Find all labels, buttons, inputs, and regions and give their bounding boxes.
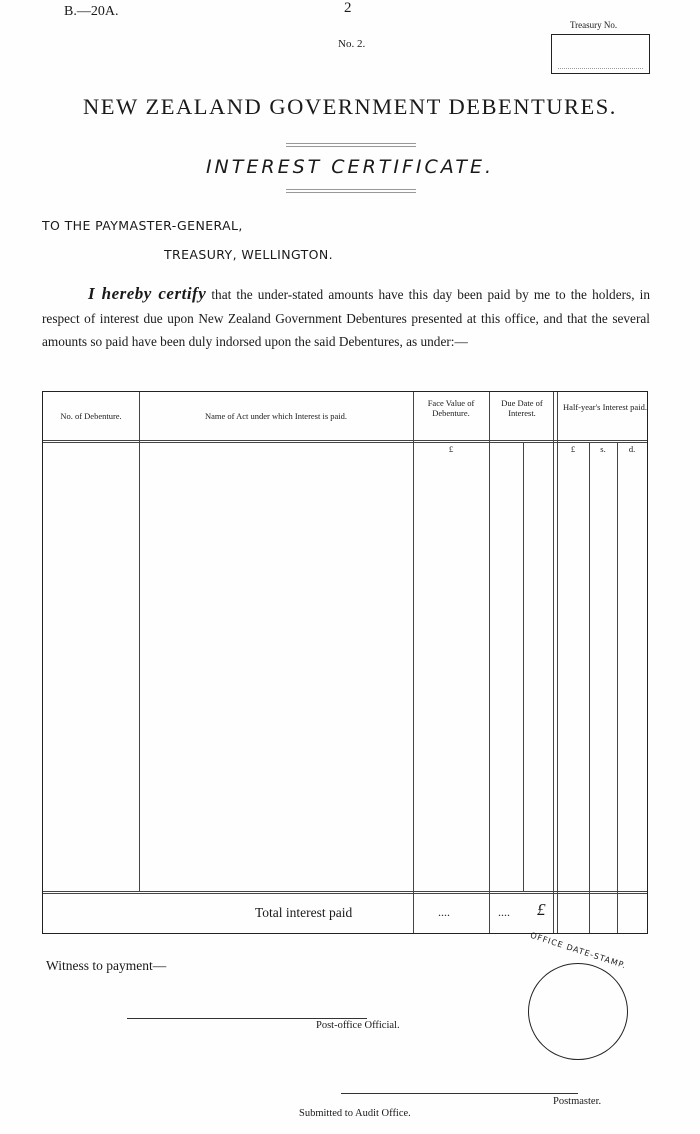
page-number: 2 <box>344 0 352 16</box>
total-currency-symbol: £ <box>537 900 546 919</box>
col-divider-2 <box>413 392 414 933</box>
col-divider-4 <box>553 392 554 933</box>
col-divider-3 <box>489 392 490 933</box>
address-line-2: TREASURY, WELLINGTON. <box>164 247 333 262</box>
postmaster-label: Postmaster. <box>553 1096 602 1107</box>
interest-pounds-unit: £ <box>570 444 576 454</box>
address-line-1: TO THE PAYMASTER-GENERAL, <box>42 218 243 233</box>
total-dots-2: .... <box>498 905 510 919</box>
interest-pence-unit: d. <box>628 444 636 454</box>
total-interest-label: Total interest paid <box>255 905 353 920</box>
certification-lead: I hereby certify <box>88 284 207 303</box>
audit-office-note: Submitted to Audit Office. <box>299 1108 411 1119</box>
title-divider-bottom <box>286 189 416 193</box>
col-header-face-value: Face Value of Debenture. <box>427 398 475 418</box>
col-divider-1 <box>139 392 140 891</box>
document-subtitle: INTEREST CERTIFICATE. <box>205 156 495 178</box>
treasury-number-label: Treasury No. <box>570 20 618 30</box>
office-date-stamp-label: OFFICE DATE-STAMP. <box>529 930 628 971</box>
date-stamp-circle <box>528 963 628 1060</box>
col-header-half-year-interest: Half-year's Interest paid. <box>563 402 647 412</box>
postmaster-signature-line[interactable] <box>341 1093 578 1094</box>
total-dots-1: .... <box>438 905 450 919</box>
form-number: No. 2. <box>338 38 366 50</box>
title-divider-top <box>286 143 416 147</box>
col-header-due-date: Due Date of Interest. <box>501 398 543 418</box>
treasury-number-box[interactable] <box>551 34 650 74</box>
document-title: NEW ZEALAND GOVERNMENT DEBENTURES. <box>83 94 617 119</box>
interest-shillings-unit: s. <box>600 444 606 454</box>
official-signature-line[interactable] <box>127 1018 367 1019</box>
col-divider-4b <box>557 392 558 933</box>
post-office-official-label: Post-office Official. <box>316 1020 400 1031</box>
certification-paragraph <box>42 282 650 354</box>
interest-table <box>42 391 648 934</box>
due-date-subcol <box>523 442 524 891</box>
witness-label: Witness to payment— <box>46 958 167 973</box>
pence-col-divider <box>617 442 618 933</box>
certification-body: that the under-stated amounts have this day been paid by me to the holders, in respect of interest due upon New Zealand Government Debentures presented at this office, and that the several amounts so paid have been duly indorsed upon the said Debentures, as under:— <box>42 287 650 349</box>
reference-code: B.—20A. <box>64 4 119 19</box>
col-header-act-name: Name of Act under which Interest is paid. <box>204 411 348 421</box>
col-header-debenture-no: No. of Debenture. <box>60 411 122 421</box>
shillings-col-divider <box>589 442 590 933</box>
face-value-currency: £ <box>448 444 454 454</box>
